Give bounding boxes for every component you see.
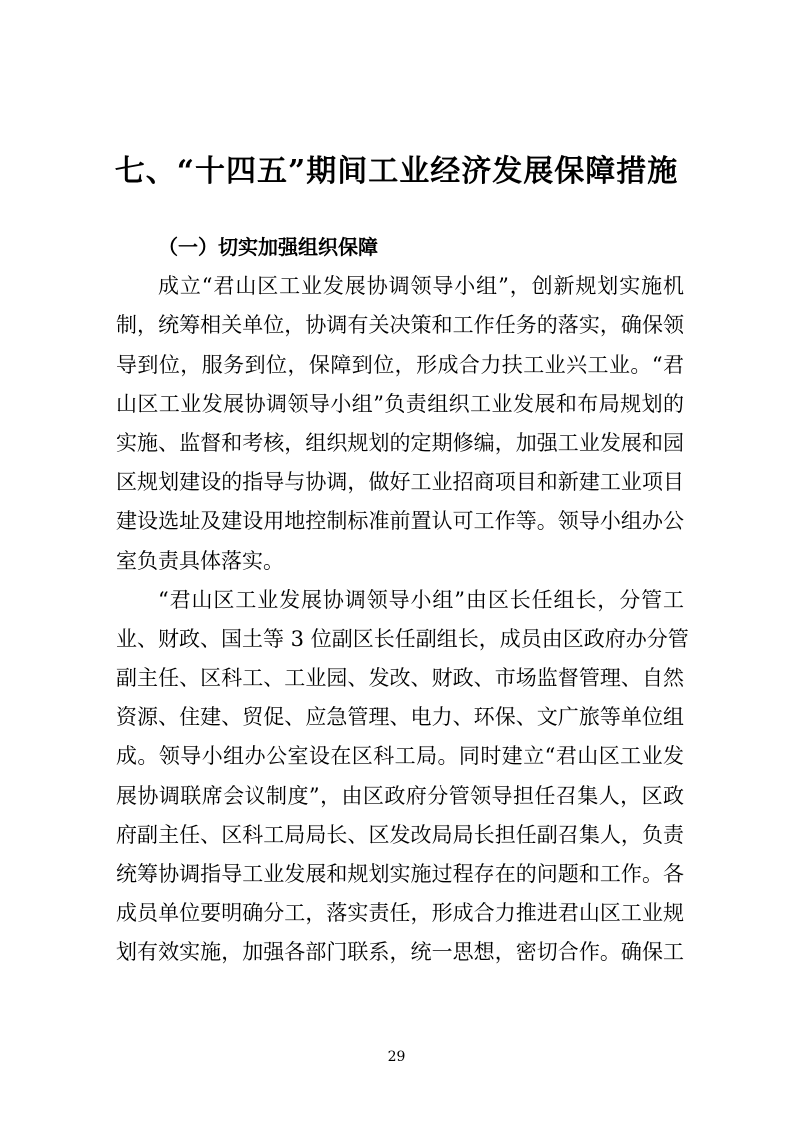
paragraph-line: 区规划建设的指导与协调，做好工业招商项目和新建工业项目 <box>116 470 684 495</box>
paragraph-line: 业、财政、国土等 3 位副区长任副组长，成员由区政府办分管 <box>116 626 689 651</box>
paragraph-line: 室负责具体落实。 <box>116 548 284 573</box>
paragraph-line: 资源、住建、贸促、应急管理、电力、环保、文广旅等单位组 <box>116 705 684 730</box>
paragraph-line: 实施、监督和考核，组织规划的定期修编，加强工业发展和园 <box>116 430 684 455</box>
paragraph-line: “君山区工业发展协调领导小组”由区长任组长，分管工 <box>158 587 684 612</box>
paragraph-line: 成。领导小组办公室设在区科工局。同时建立“君山区工业发 <box>116 744 684 769</box>
document-body <box>116 228 689 973</box>
paragraph-line: 导到位，服务到位，保障到位，形成合力扶工业兴工业。“君 <box>116 352 684 377</box>
paragraph-line: 成员单位要明确分工，落实责任，形成合力推进君山区工业规 <box>116 901 684 926</box>
paragraph-line: 制，统筹相关单位，协调有关决策和工作任务的落实，确保领 <box>116 313 684 338</box>
paragraph-line: 副主任、区科工、工业园、发改、财政、市场监督管理、自然 <box>116 666 684 691</box>
page-title: 七、“十四五”期间工业经济发展保障措施 <box>114 154 679 189</box>
paragraph-line: 划有效实施，加强各部门联系，统一思想，密切合作。确保工 <box>116 940 684 965</box>
page-number: 29 <box>387 1049 406 1065</box>
paragraph-line: 府副主任、区科工局局长、区发改局局长担任副召集人，负责 <box>116 822 684 847</box>
paragraph-2 <box>116 581 689 973</box>
paragraph-line: 展协调联席会议制度”，由区政府分管领导担任召集人，区政 <box>116 783 684 808</box>
paragraph-line: 山区工业发展协调领导小组”负责组织工业发展和布局规划的 <box>116 391 684 416</box>
paragraph-line: 统筹协调指导工业发展和规划实施过程存在的问题和工作。各 <box>116 862 684 886</box>
paragraph-1 <box>116 267 684 581</box>
paragraph-line: 成立“君山区工业发展协调领导小组”，创新规划实施机 <box>158 274 684 299</box>
paragraph-line: 建设选址及建设用地控制标准前置认可工作等。领导小组办公 <box>116 509 684 534</box>
section-heading: （一）切实加强组织保障 <box>158 235 378 259</box>
